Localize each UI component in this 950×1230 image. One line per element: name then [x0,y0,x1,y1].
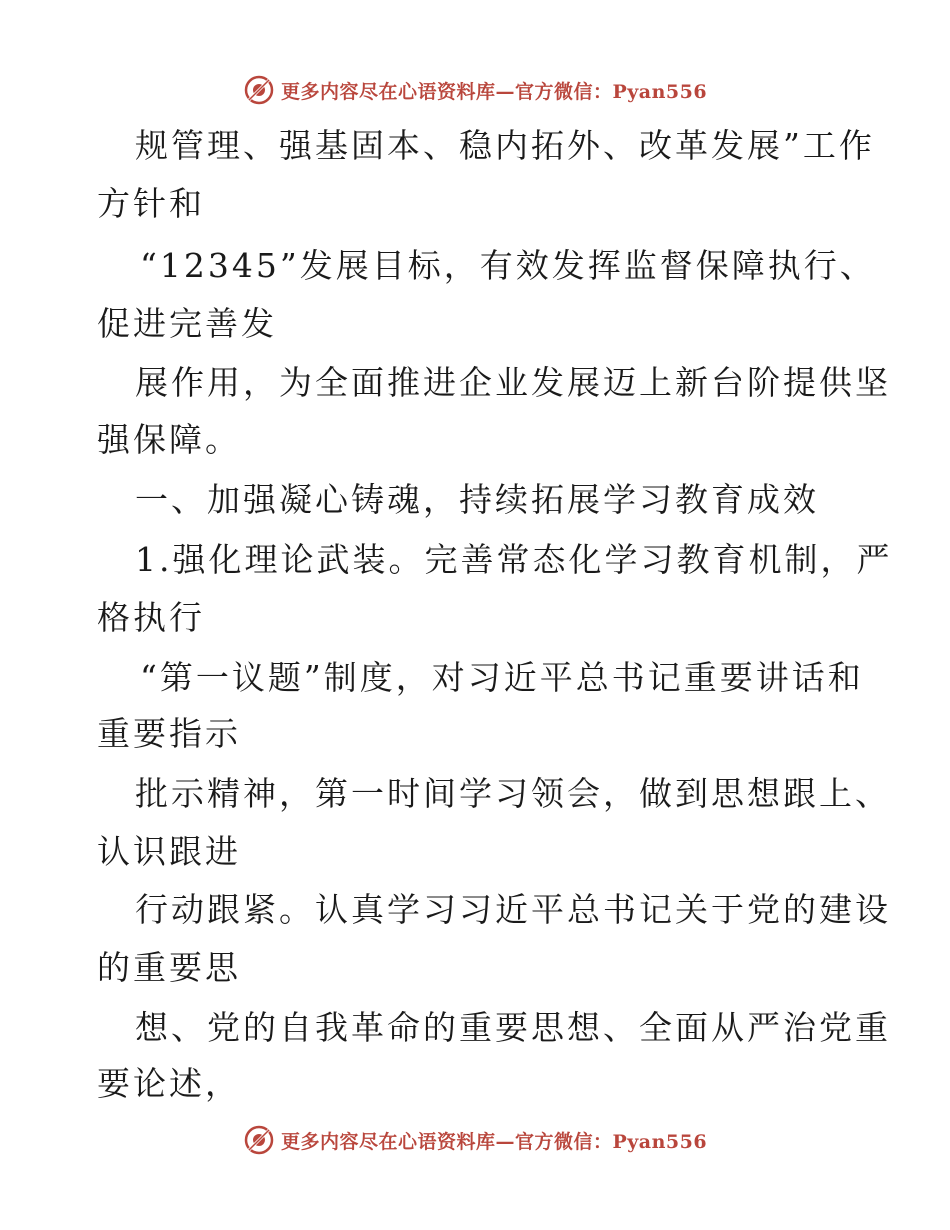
watermark-logo-icon [243,1124,275,1156]
text-line: 认识跟进 [97,832,241,871]
text-line: 重要指示 [97,714,241,753]
text-line: 想、党的自我革命的重要思想、全面从严治党重 [135,1008,891,1047]
text-line: 批示精神，第一时间学习领会，做到思想跟上、 [135,774,891,813]
header-watermark [0,70,950,110]
text-line: 促进完善发 [97,304,277,343]
footer-watermark [0,1120,950,1160]
watermark-text: 更多内容尽在心语资料库—官方微信：Pyan556 [280,1130,708,1153]
text-line: 方针和 [97,184,205,223]
text-line: 行动跟紧。认真学习习近平总书记关于党的建设 [135,890,891,929]
text-line: 要论述， [97,1064,241,1103]
text-line: “12345”发展目标，有效发挥监督保障执行、 [140,246,876,285]
section-heading: 一、加强凝心铸魂，持续拓展学习教育成效 [135,480,819,519]
watermark-logo-icon [243,74,275,106]
text-line: 的重要思 [97,948,241,987]
text-line: 强保障。 [97,420,241,459]
watermark-text: 更多内容尽在心语资料库—官方微信：Pyan556 [280,80,708,103]
text-line: 1.强化理论武装。完善常态化学习教育机制，严 [135,540,893,579]
text-line: “第一议题”制度，对习近平总书记重要讲话和 [140,658,864,697]
text-line: 规管理、强基固本、稳内拓外、改革发展”工作 [135,126,875,165]
text-line: 展作用，为全面推进企业发展迈上新台阶提供坚 [135,363,891,402]
text-line: 格执行 [97,598,205,637]
